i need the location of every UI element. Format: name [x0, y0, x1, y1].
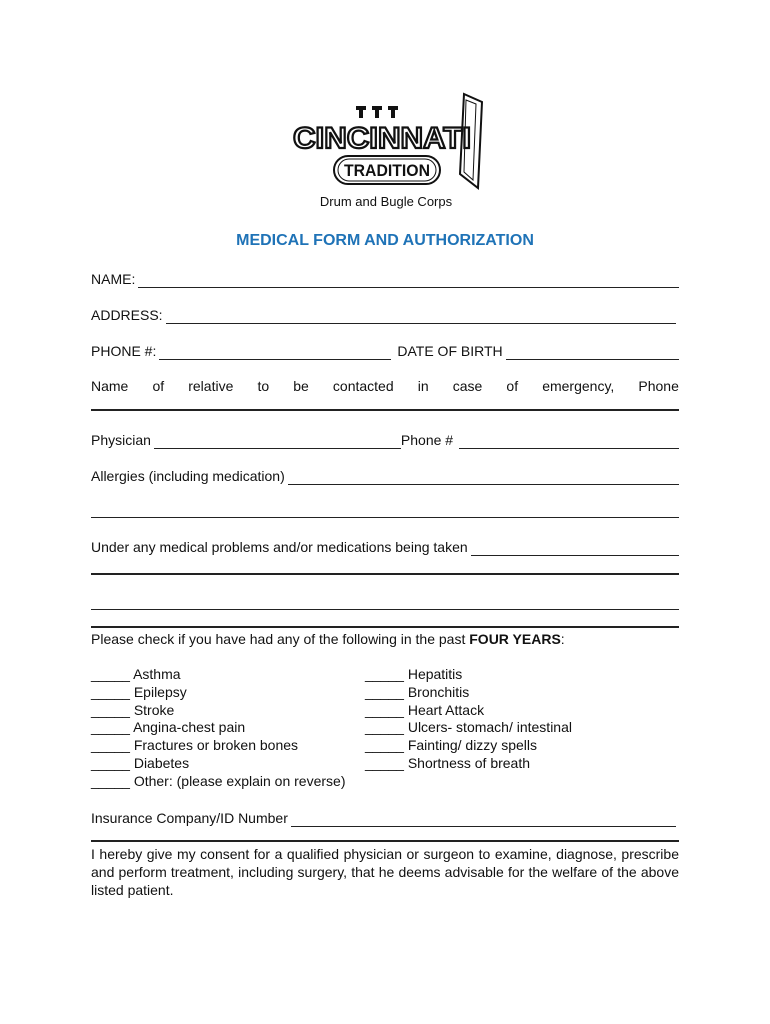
insurance-row	[91, 809, 676, 827]
check-blank[interactable]: _____	[365, 701, 404, 718]
check-label: Heart Attack	[407, 701, 485, 718]
word: of	[152, 378, 165, 394]
section-divider-2	[91, 840, 679, 842]
check-item-shortness-of-breath[interactable]	[365, 755, 572, 773]
check-item-fainting[interactable]	[365, 737, 572, 755]
checklist-left-column	[91, 666, 346, 791]
check-label: Hepatitis	[407, 666, 463, 682]
check-blank[interactable]: _____	[91, 719, 130, 736]
word: emergency,	[542, 378, 615, 394]
address-field[interactable]	[166, 309, 676, 324]
logo-brand-text: CINCINNATI	[293, 122, 471, 155]
physician-label: Physician	[91, 432, 151, 448]
check-blank[interactable]: _____	[91, 701, 130, 718]
check-blank[interactable]: _____	[91, 754, 130, 771]
address-row	[91, 306, 676, 324]
emergency-contact-field[interactable]	[91, 409, 679, 411]
logo-badge-text: TRADITION	[344, 161, 430, 180]
check-blank[interactable]: _____	[365, 666, 404, 682]
check-blank[interactable]: _____	[365, 754, 404, 771]
medical-problems-label: Under any medical problems and/or medications being taken	[91, 539, 468, 555]
check-item-angina[interactable]	[91, 719, 346, 737]
insurance-label: Insurance Company/ID Number	[91, 810, 288, 826]
checklist-intro-colon: :	[560, 631, 565, 647]
check-label: Fainting/ dizzy spells	[407, 737, 537, 754]
phone-label: PHONE #:	[91, 343, 157, 359]
check-blank[interactable]: _____	[91, 683, 130, 700]
checklist-intro	[91, 630, 679, 648]
check-item-hepatitis[interactable]	[365, 666, 572, 684]
check-blank[interactable]: _____	[365, 719, 404, 736]
form-title: MEDICAL FORM AND AUTHORIZATION	[236, 232, 534, 249]
dob-field[interactable]	[506, 345, 679, 360]
word: be	[293, 378, 309, 394]
check-item-asthma[interactable]	[91, 666, 346, 684]
checklist-right-column	[365, 666, 572, 773]
check-item-diabetes[interactable]	[91, 755, 346, 773]
check-item-fractures[interactable]	[91, 737, 346, 755]
check-label: Bronchitis	[407, 683, 470, 700]
check-item-ulcers[interactable]	[365, 719, 572, 737]
phone-field[interactable]	[159, 345, 391, 360]
cincinnati-tradition-logo	[288, 92, 484, 214]
allergies-row	[91, 467, 679, 485]
word: case	[452, 378, 483, 394]
word: relative	[188, 378, 234, 394]
insurance-field[interactable]	[291, 812, 676, 827]
phone-dob-row	[91, 342, 679, 360]
medical-problems-row	[91, 538, 679, 556]
physician-row	[91, 431, 679, 449]
check-blank[interactable]: _____	[91, 772, 130, 789]
physician-phone-label: Phone #	[400, 432, 454, 448]
check-item-other[interactable]	[91, 773, 346, 791]
check-blank[interactable]: _____	[365, 737, 404, 754]
check-blank[interactable]: _____	[365, 683, 404, 700]
check-label: Ulcers- stomach/ intestinal	[407, 719, 572, 736]
address-label: ADDRESS:	[91, 307, 163, 323]
check-label: Epilepsy	[133, 683, 187, 700]
allergies-field-line-2[interactable]	[91, 517, 679, 518]
physician-field[interactable]	[154, 434, 401, 449]
allergies-label: Allergies (including medication)	[91, 468, 285, 484]
word: of	[506, 378, 519, 394]
medical-problems-field-line-3[interactable]	[91, 609, 679, 610]
check-label: Diabetes	[133, 754, 190, 771]
logo-caption: Drum and Bugle Corps	[319, 194, 453, 209]
name-label: NAME:	[91, 271, 136, 287]
word: contacted	[332, 378, 394, 394]
drum-icons	[356, 106, 398, 118]
name-field[interactable]	[138, 273, 679, 288]
consent-paragraph: I hereby give my consent for a qualified physician or surgeon to examine, diagnose, prescribe and perform treatment, including surgery, that he deems advisable for the welfare of the above listed patient.	[91, 846, 679, 898]
allergies-field[interactable]	[288, 470, 679, 485]
word: in	[417, 378, 429, 394]
check-blank[interactable]: _____	[91, 737, 130, 754]
word: to	[257, 378, 270, 394]
check-item-stroke[interactable]	[91, 702, 346, 720]
check-label: Stroke	[133, 701, 175, 718]
check-label: Other: (please explain on reverse)	[133, 772, 346, 789]
check-item-epilepsy[interactable]	[91, 684, 346, 702]
check-blank[interactable]: _____	[91, 666, 130, 682]
check-item-heart-attack[interactable]	[365, 702, 572, 720]
check-label: Angina-chest pain	[133, 719, 246, 736]
name-row	[91, 270, 679, 288]
check-label: Asthma	[133, 666, 181, 682]
medical-problems-field[interactable]	[471, 541, 679, 556]
physician-phone-field[interactable]	[459, 434, 679, 449]
checklist-intro-text: Please check if you have had any of the following in the past	[91, 631, 470, 647]
dob-label: DATE OF BIRTH	[397, 343, 503, 359]
medical-problems-field-line-2[interactable]	[91, 573, 679, 575]
section-divider	[91, 626, 679, 628]
word: Name	[91, 378, 129, 394]
check-label: Fractures or broken bones	[133, 737, 299, 754]
word: Phone	[638, 378, 679, 394]
emergency-contact-label	[91, 378, 679, 394]
check-item-bronchitis[interactable]	[365, 684, 572, 702]
check-label: Shortness of breath	[407, 754, 531, 771]
checklist-intro-emphasis: FOUR YEARS	[469, 631, 561, 647]
